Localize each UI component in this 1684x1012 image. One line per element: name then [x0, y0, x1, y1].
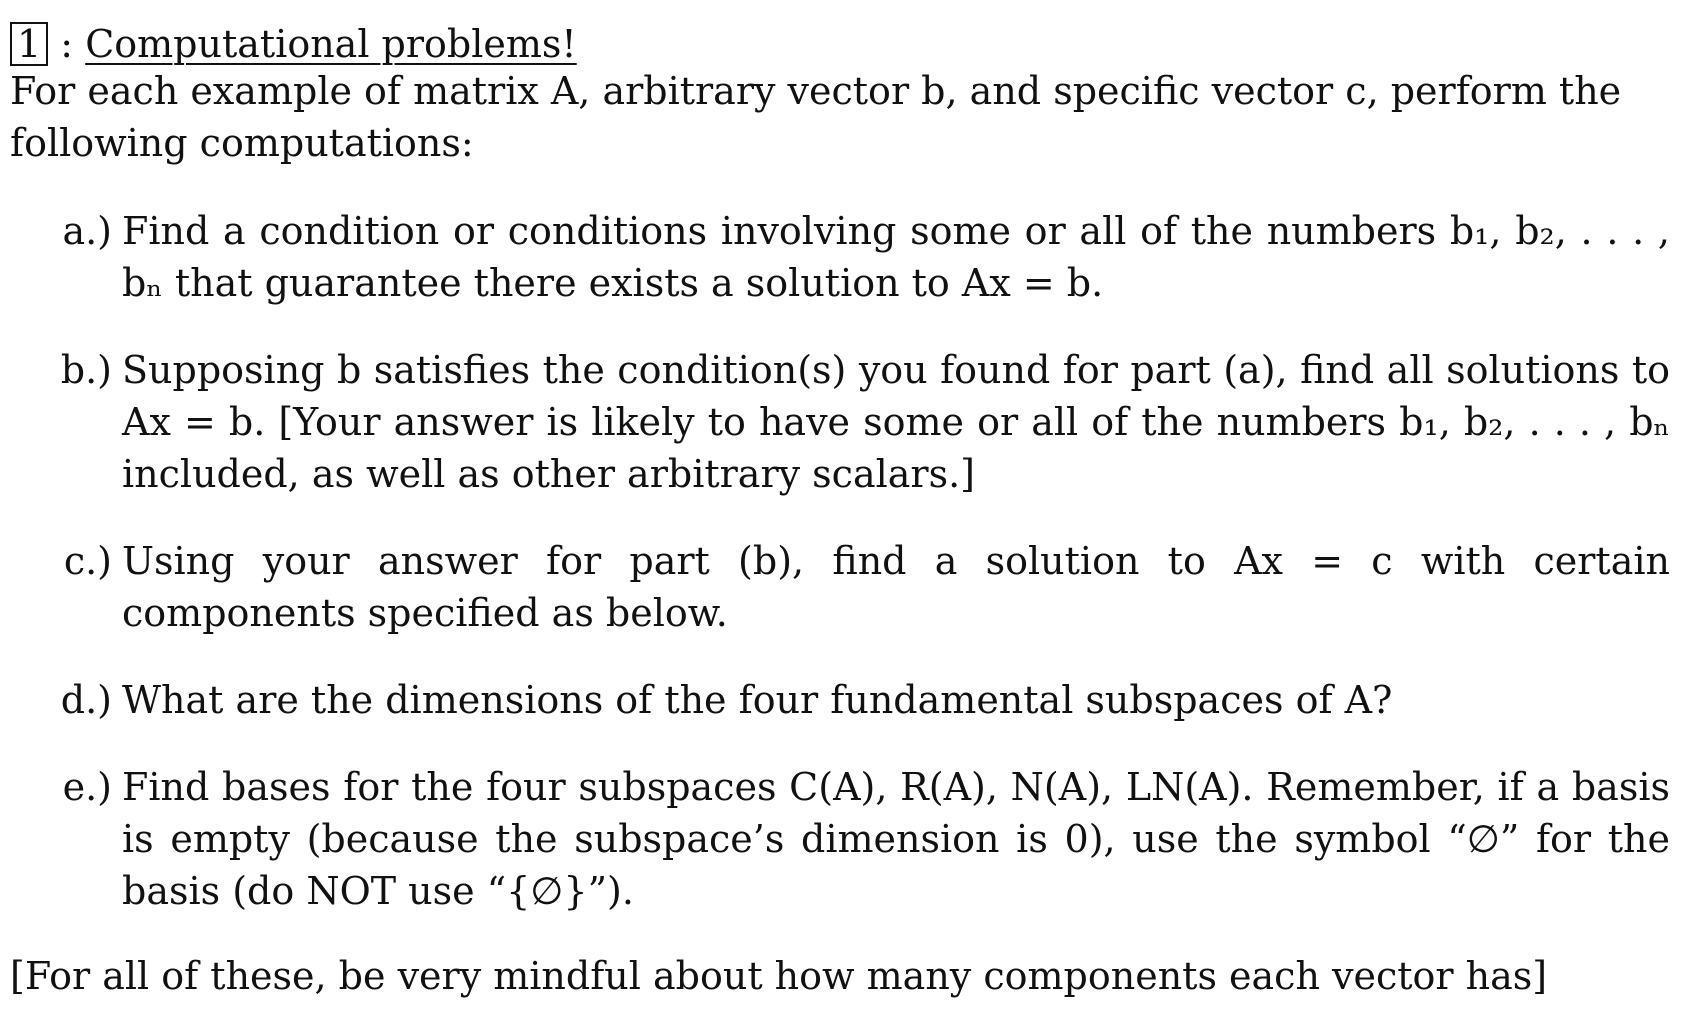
task-list — [10, 205, 1670, 952]
problem-heading — [10, 18, 577, 70]
task-text: Find a condition or conditions involving some or all of the numbers b₁, b₂, . . . , bₙ that guarantee there exists a solution to Ax = b. — [122, 209, 1670, 305]
task-item-e — [10, 761, 1670, 917]
task-text: Supposing b satisfies the condition(s) you found for part (a), find all solutions to Ax = b. [Your answer is likely to have some or all of the numbers b₁, b₂, . . . , bₙ included, as well as other arbitrary scalars.] — [122, 348, 1670, 496]
task-label: c.) — [63, 539, 112, 583]
heading-separator: : — [60, 22, 74, 66]
problem-title: Computational problems! — [85, 22, 577, 66]
task-text: Find bases for the four subspaces C(A), R(A), N(A), LN(A). Remember, if a basis is empty (because the subspace’s dimension is 0), use the symbol “∅” for the basis (do NOT use “{∅}”). — [122, 765, 1670, 913]
task-label: e.) — [62, 765, 112, 809]
task-item-b — [10, 344, 1670, 500]
task-label: b.) — [60, 348, 112, 392]
task-text: What are the dimensions of the four fundamental subspaces of A? — [122, 678, 1393, 722]
intro-paragraph: For each example of matrix A, arbitrary vector b, and specific vector c, perform the following computations: — [10, 69, 1622, 165]
task-label: d.) — [60, 678, 112, 722]
problem-number-box: 1 — [10, 22, 48, 66]
task-item-c — [10, 535, 1670, 639]
task-text: Using your answer for part (b), find a solution to Ax = c with certain components specified as below. — [122, 539, 1670, 635]
task-item-a — [10, 205, 1670, 309]
footer-note: [For all of these, be very mindful about how many components each vector has] — [10, 954, 1548, 998]
task-item-d — [10, 674, 1670, 726]
task-label: a.) — [62, 209, 112, 253]
